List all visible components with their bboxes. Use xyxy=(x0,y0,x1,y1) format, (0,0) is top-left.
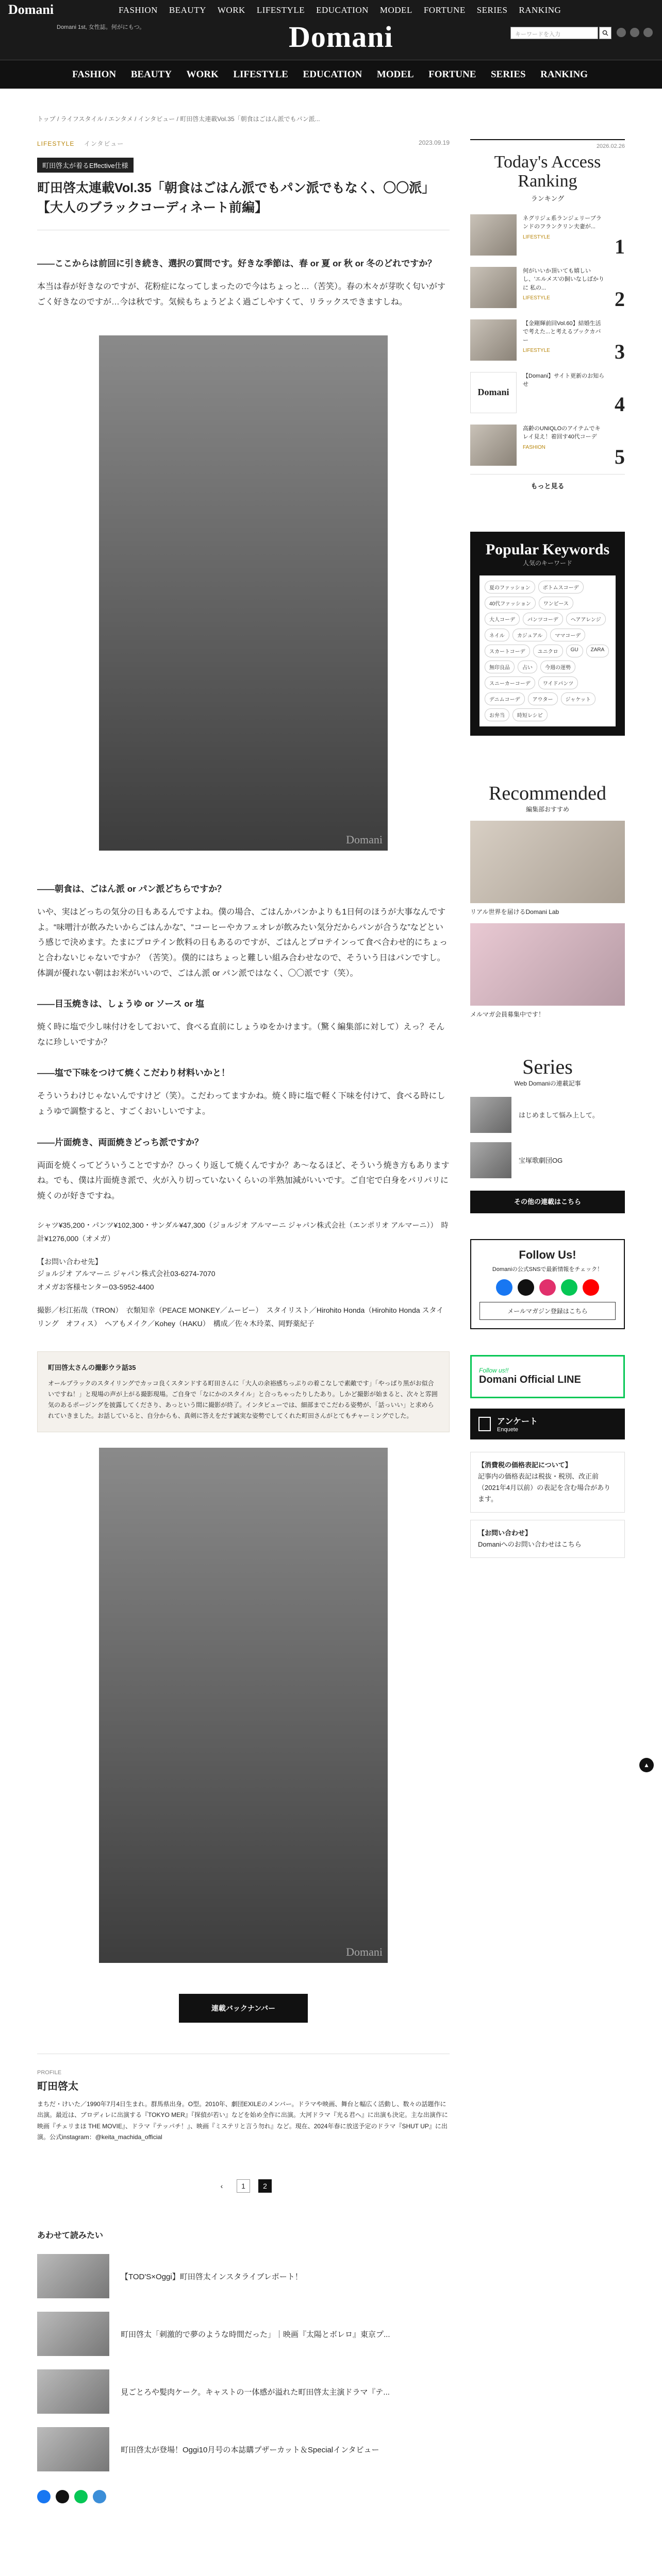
ranking-number: 3 xyxy=(615,340,625,363)
gnav-lifestyle[interactable]: LIFESTYLE xyxy=(233,69,288,80)
related-thumbnail xyxy=(37,2254,109,2298)
photo-watermark: Domani xyxy=(346,833,383,846)
keyword-tag[interactable]: ネイル xyxy=(485,629,509,641)
ranking-more-link[interactable]: もっと見る xyxy=(470,474,625,490)
related-thumbnail xyxy=(37,2369,109,2414)
profile-text: まちだ・けいた／1990年7月4日生まれ。群馬県出身。O型。2010年、劇団EXILEのメンバー。ドラマや映画、舞台と幅広く活動し、数々の話題作に出演。最近は、ブロディレに出演する『TOKYO MER』『探偵が若い』などを始め全作に出演。大河ドラマ『光る君へ』に出演も決定。主な出演作に映画『チェリまほ THE MOVIE』、ドラマ『テッパチ！』、映画『ミステリと言う勿れ』など。現在、2024年春に放送予定のドラマ『SHUT UP』に出演。公式instagram：@keita_machida_official xyxy=(37,2100,448,2141)
related-thumbnail xyxy=(37,2312,109,2356)
back-to-top-button[interactable] xyxy=(639,1758,654,1772)
staff-credit: 撮影／杉江拓哉（TRON） 衣類知幸（PEACE MONKEY／ムービー） スタイリスト／Hirohito Honda（Hirohito Honda スタイリング オフィス） ヘアもメイク／Kohey（HAKU） 構成／佐々木玲菜、岡野薬紀子 xyxy=(37,1306,444,1328)
back-number-button[interactable]: 連載バックナンバー xyxy=(179,1994,308,2023)
series-text: 宝塚歌劇団OG xyxy=(519,1157,563,1165)
line-banner[interactable] xyxy=(470,1355,625,1398)
top-nav-fashion[interactable]: FASHION xyxy=(119,5,158,15)
top-nav-work[interactable]: WORK xyxy=(217,5,245,15)
top-nav-ranking[interactable]: RANKING xyxy=(519,5,561,15)
keywords-title: Popular Keywords xyxy=(485,540,610,558)
gnav-beauty[interactable]: BEAUTY xyxy=(130,69,172,80)
tax-notice xyxy=(470,1452,625,1513)
header-sns xyxy=(617,28,653,37)
prev-page-icon[interactable]: ‹ xyxy=(220,2182,223,2191)
related-item[interactable] xyxy=(37,2369,450,2414)
inquiry-omega[interactable]: オメガお客様センター03-5952-4400 xyxy=(37,1282,154,1291)
keyword-tag[interactable]: お弁当 xyxy=(485,708,509,721)
ranking-text: 【Domani】サイト更新のお知らせ xyxy=(523,372,605,388)
keyword-tag[interactable]: ジャケット xyxy=(561,692,595,705)
behind-the-scenes-box xyxy=(37,1351,450,1432)
related-title: あわせて読みたい xyxy=(37,2231,104,2241)
pagination xyxy=(37,2179,450,2193)
keyword-tag[interactable]: スカートコーデ xyxy=(485,645,530,657)
facebook-icon[interactable] xyxy=(617,28,626,37)
keyword-tag[interactable]: アウター xyxy=(528,692,558,705)
inquiry-armani[interactable]: ジョルジオ アルマーニ ジャパン株式会社03-6274-7070 xyxy=(37,1269,216,1278)
ranking-thumbnail-logo: Domani xyxy=(470,372,517,413)
related-text: 【TOD'S×Oggi】町田啓太インスタライブレポート！ xyxy=(121,2272,303,2281)
series-thumbnail xyxy=(470,1142,511,1178)
search-icon xyxy=(602,30,608,36)
keywords-subtitle: 人気のキーワード xyxy=(522,559,572,567)
domani-lab-banner[interactable] xyxy=(470,821,625,903)
ranking-category: LIFESTYLE xyxy=(523,348,550,354)
keyword-tag[interactable]: 時短レシピ xyxy=(512,708,548,721)
page-2[interactable]: 2 xyxy=(258,2179,272,2193)
article-category[interactable]: LIFESTYLE xyxy=(37,140,75,147)
answer-season: 本当は春が好きなのですが、花粉症になってしまったので今はちょっと…（苦笑）。春の木々が芽吹く匂いがすごく好きなのですが…今は秋です。気候もちょうどよく過ごしやすくて、リラックスできますしね。 xyxy=(37,282,446,307)
box-text: オールブラックのスタイリングでカッコ良くスタンドする町田さんに「大人の余裕感ちっぷりの着こなしで素敵です」「やっぱり黒がお似合いですね！」と現場の声が上がる撮影現場。ご自身で「なにかのスタイル」と合っちゃったりしたあり。しかど撮影が始まると、次々と雰囲気のあるポージングを披露してくださり、あっという間に撮影が終了。インタビューでは、細部までこだわる姿勢が、「話っいい」と求められていきました。お話していると、自分からも、真剣に答えをだす誠実な姿勢でしてくれた町田さんがとてもチャーミングでした。 xyxy=(48,1379,438,1419)
keyword-tag[interactable]: 夏のファッション xyxy=(485,581,535,594)
ranking-thumbnail xyxy=(470,425,517,466)
question-egg: ——目玉焼きは、しょうゆ or ソース or 塩 xyxy=(37,999,205,1009)
enquete-banner[interactable] xyxy=(470,1409,625,1439)
question-season: ——ここからは前回に引き続き、選択の質問です。好きな季節は、春 or 夏 or 秋 or 冬のどれですか？ xyxy=(37,259,437,268)
sidebar-date: 2026.02.26 xyxy=(470,139,625,149)
ranking-item[interactable] xyxy=(470,267,625,311)
related-item[interactable] xyxy=(37,2427,450,2471)
series-thumbnail xyxy=(470,1097,511,1133)
keyword-tag[interactable]: ママコーデ xyxy=(550,629,585,641)
series-more-button[interactable]: その他の連載はこちら xyxy=(470,1191,625,1213)
tax-notice-title: 【消費税の価格表記について】 xyxy=(478,1461,572,1469)
answer-fry: 両面を焼くってどういうことですか？ひっくり返して焼くんですか？あ～なるほど、そういう焼き方もありますね。でも、僕は片面焼き派で、火が入り切っていないくらいの半熟加減がいいです。ご自宅で白身をパリパリに焼くのが好きですね。 xyxy=(37,1161,450,1200)
site-logo[interactable]: Domani xyxy=(289,20,393,54)
mail-magazine-button[interactable]: メールマガジン登録はこちら xyxy=(479,1302,616,1320)
article-subcategory[interactable]: インタビュー xyxy=(84,140,124,147)
series-subtitle: Web Domaniの連載記事 xyxy=(514,1079,581,1087)
ranking-title: Today's Access Ranking xyxy=(494,152,601,191)
keyword-tag[interactable]: 40代ファッション xyxy=(485,597,536,609)
inquiry-title: 【お問い合わせ先】 xyxy=(37,1258,102,1266)
ranking-thumbnail xyxy=(470,267,517,308)
gnav-series[interactable]: SERIES xyxy=(490,69,526,80)
keyword-tag[interactable]: ワンピース xyxy=(539,597,573,609)
x-share-icon[interactable] xyxy=(56,2490,69,2503)
chevron-up-icon: ▲ xyxy=(643,1761,650,1769)
series-item[interactable] xyxy=(470,1142,625,1178)
mailmag-banner[interactable] xyxy=(470,923,625,1006)
ranking-text: 何がいいか頂いても嬉しいし、'エルメス'の飼いなしばかりに 私の... xyxy=(523,267,604,291)
ranking-text: 【金剛輝前回Vol.60】結婚生活で考えた...と考えるブックカバー xyxy=(523,320,601,344)
article-date: 2023.09.19 xyxy=(418,139,450,146)
popular-keywords xyxy=(470,532,625,736)
article-photo-2 xyxy=(99,1448,388,1963)
tax-notice-text: 記事内の価格表記は税抜・税別、改正前（2021年4月以前）の表記を含む場合があります。 xyxy=(478,1472,611,1503)
ranking-category: FASHION xyxy=(523,444,545,450)
clipboard-icon xyxy=(478,1417,491,1431)
breadcrumb[interactable]: トップ / ライフスタイル / エンタメ / インタビュー / 町田啓太連載Vol.35「朝食はごはん派でもパン派... xyxy=(37,115,320,123)
ranking-category: LIFESTYLE xyxy=(523,295,550,301)
search-button[interactable] xyxy=(599,27,611,39)
ranking-text: 高齢のUNIQLOのアイテムでキレイ見え！着回す40代コーデ xyxy=(523,425,601,440)
keyword-tag[interactable]: ヘアアレンジ xyxy=(566,613,606,625)
answer-breakfast: いや、実はどっちの気分の日もあるんですよね。僕の場合、ごはんかパンかよりも1日何のほうが大事なんですよ。“味噌汁が飲みたいからごはんかな”、“コーヒーやカフェオレが飲みたい気分だからパンが合うな”などという感じで決めます。たまにプロテイン飲料の日もあるのですが、ごはんとプロテインって食べ合わせ的にちょっと合わないじゃないですか？（苦笑）。僕的にはちょっと難しい組み合わせなので、そういう日はパンですし。体調が優れない朝はお米がいいので、ごはん派 or パン派ではなく、〇〇派です（笑）。 xyxy=(37,908,448,978)
search-input[interactable]: キーワードを入力 xyxy=(510,27,598,39)
gnav-ranking[interactable]: RANKING xyxy=(540,69,588,80)
page-1[interactable]: 1 xyxy=(237,2179,250,2193)
keyword-tag[interactable]: デニムコーデ xyxy=(485,692,525,705)
gnav-fortune[interactable]: FORTUNE xyxy=(428,69,476,80)
top-nav-model[interactable]: MODEL xyxy=(379,5,412,15)
ranking-thumbnail xyxy=(470,319,517,361)
top-bar xyxy=(0,0,662,20)
related-text: 町田啓太「刺激的で夢のような時間だった」｜映画『太陽とボレロ』東京プ... xyxy=(121,2330,390,2339)
line-share-icon[interactable] xyxy=(74,2490,88,2503)
line-banner-text: Domani Official LINE xyxy=(479,1374,581,1386)
follow-title: Follow Us! xyxy=(519,1248,576,1261)
x-icon[interactable] xyxy=(518,1279,534,1296)
contact-title: 【お問い合わせ】 xyxy=(478,1529,532,1537)
keyword-list xyxy=(479,575,616,726)
ranking-number: 2 xyxy=(615,287,625,311)
keyword-tag[interactable]: カジュアル xyxy=(512,629,547,641)
top-nav-series[interactable]: SERIES xyxy=(476,5,508,15)
ranking-subtitle: ランキング xyxy=(531,194,565,202)
question-fry: ——片面焼き、両面焼きどっち派ですか？ xyxy=(37,1137,203,1147)
recommended-subtitle: 編集部おすすめ xyxy=(525,805,570,813)
top-bar-nav xyxy=(119,5,561,15)
header-tagline: Domani 1st, 女性誌。何がにもつ。 xyxy=(57,24,145,30)
question-salt: ——塩で下味をつけて焼くこだわり材料いかと！ xyxy=(37,1068,230,1078)
top-nav-education[interactable]: EDUCATION xyxy=(316,5,369,15)
related-item[interactable] xyxy=(37,2254,450,2298)
line-banner-small: Follow us!! xyxy=(479,1367,509,1375)
profile-name: 町田啓太 xyxy=(37,2080,78,2092)
recommended-title: Recommended xyxy=(489,782,606,804)
ranking-item[interactable] xyxy=(470,372,625,416)
enquete-sub: Enquete xyxy=(497,1427,518,1433)
instagram-icon[interactable] xyxy=(539,1279,556,1296)
youtube-icon[interactable] xyxy=(583,1279,599,1296)
sidebar xyxy=(470,139,625,1558)
gnav-model[interactable]: MODEL xyxy=(376,69,414,80)
ranking-number: 1 xyxy=(615,234,625,258)
profile-label: PROFILE xyxy=(37,2069,62,2076)
keyword-tag[interactable]: 今週の運勢 xyxy=(540,660,575,673)
article-photo-1 xyxy=(99,335,388,851)
facebook-icon[interactable] xyxy=(496,1279,512,1296)
contact-box xyxy=(470,1520,625,1558)
series-item[interactable] xyxy=(470,1097,625,1133)
hatena-share-icon[interactable] xyxy=(93,2490,106,2503)
gnav-work[interactable]: WORK xyxy=(186,69,219,80)
follow-us xyxy=(470,1239,625,1329)
keyword-tag[interactable]: 大人コーデ xyxy=(485,613,520,625)
page-title: 町田啓太連載Vol.35「朝食はごはん派でもパン派でもなく、〇〇派」【大人のブラックコーディネート前編】 xyxy=(37,181,435,215)
x-icon[interactable] xyxy=(630,28,639,37)
item-credit: シャツ¥35,200・パンツ¥102,300・サンダル¥47,300（ジョルジオ アルマーニ ジャパン株式会社（エンポリオ アルマーニ）） 時計¥1276,000（オメガ） xyxy=(37,1221,449,1243)
keyword-tag[interactable]: ボトムスコーデ xyxy=(538,581,584,594)
top-nav-lifestyle[interactable]: LIFESTYLE xyxy=(256,5,305,15)
photo-watermark: Domani xyxy=(346,1945,383,1958)
ranking-item[interactable] xyxy=(470,214,625,256)
top-bar-brand[interactable]: Domani xyxy=(8,2,54,17)
related-thumbnail xyxy=(37,2427,109,2471)
gnav-fashion[interactable]: FASHION xyxy=(72,69,117,80)
site-header xyxy=(0,20,662,60)
series-title: Series xyxy=(522,1055,573,1078)
follow-icons xyxy=(479,1279,616,1296)
keyword-tag[interactable]: 無印良品 xyxy=(485,660,515,673)
contact-link[interactable]: Domaniへのお問い合わせはこちら xyxy=(478,1540,582,1549)
ranking-number: 4 xyxy=(615,392,625,416)
series-text: はじめまして悩み上して。 xyxy=(519,1111,599,1120)
instagram-icon[interactable] xyxy=(643,28,653,37)
gnav-education[interactable]: EDUCATION xyxy=(303,69,362,80)
ranking-item[interactable] xyxy=(470,425,625,466)
keyword-tag[interactable]: ユニクロ xyxy=(533,645,563,657)
follow-subtitle: Domaniの公式SNSで最新情報をチェック！ xyxy=(492,1266,603,1273)
ranking-item[interactable] xyxy=(470,319,625,361)
profile xyxy=(37,2054,450,2143)
ranking-number: 5 xyxy=(615,445,625,468)
keyword-tag[interactable]: ワイドパンツ xyxy=(538,676,578,689)
top-nav-beauty[interactable]: BEAUTY xyxy=(169,5,206,15)
domani-lab-caption[interactable]: リアル世界を届けるDomani Lab xyxy=(470,908,559,916)
keyword-tag[interactable]: スニーカーコーデ xyxy=(485,676,535,689)
related-item[interactable] xyxy=(37,2312,450,2356)
ranking-text: ネグリジェ系ランジェリーブランドのフランクリン夫妻が... xyxy=(523,215,602,230)
answer-salt: そういうわけじゃないんですけど（笑）。こだわってますかね。焼く時に塩で軽く下味を付けて、食べる時にしょうゆで調整すると、すごくおいしいですよ。 xyxy=(37,1092,445,1116)
keyword-tag[interactable]: 占い xyxy=(518,660,537,673)
line-icon[interactable] xyxy=(561,1279,577,1296)
related-text: 町田啓太が登場！Oggi10月号の本誌購プザーカット＆Specialインタビュー xyxy=(121,2445,379,2454)
answer-egg: 焼く時に塩で少し味付けをしておいて、食べる直前にしょうゆをかけます。（驚く編集部に対して）えっ？そんなに珍しいですか？ xyxy=(37,1023,445,1047)
mailmag-caption[interactable]: メルマガ会員募集中です！ xyxy=(470,1010,545,1018)
global-nav xyxy=(0,60,662,89)
ranking-thumbnail xyxy=(470,214,517,256)
question-breakfast: ——朝食は、ごはん派 or パン派どちらですか？ xyxy=(37,884,226,894)
article xyxy=(37,139,450,2503)
box-title: 町田啓太さんの撮影ウラ話35 xyxy=(48,1363,136,1371)
enquete-label: アンケート xyxy=(497,1417,538,1427)
top-nav-fortune[interactable]: FORTUNE xyxy=(423,5,466,15)
keyword-tag[interactable]: パンツコーデ xyxy=(523,613,563,625)
keyword-tag[interactable]: ZARA xyxy=(586,645,609,657)
series-badge[interactable]: 町田啓太が着るEffective仕様 xyxy=(37,158,134,173)
ranking-category: LIFESTYLE xyxy=(523,234,550,240)
share-buttons xyxy=(37,2490,450,2503)
keyword-tag[interactable]: GU xyxy=(566,645,583,657)
facebook-share-icon[interactable] xyxy=(37,2490,51,2503)
related-text: 見ごとろや髪肉ケーク。キャストの一体感が溢れた町田啓太主演ドラマ『テ... xyxy=(121,2387,390,2397)
